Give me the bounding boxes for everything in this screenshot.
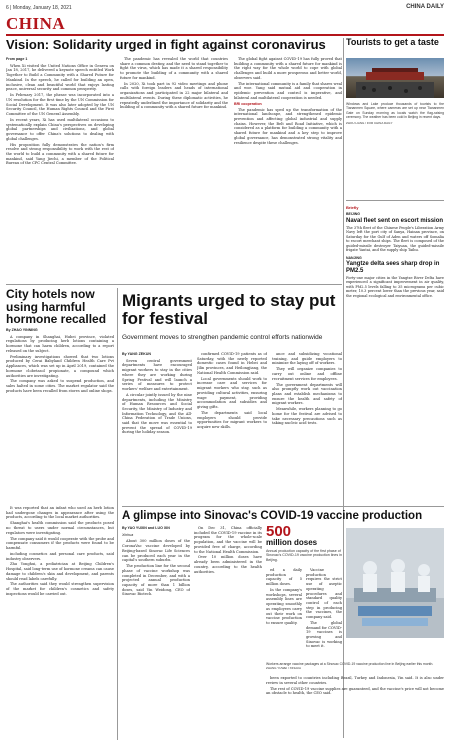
migrants-headline: Migrants urged to stay put for festival [122,291,336,328]
paragraph: It was reported that an infant who used an herb lotion had undergone changes in appearance after using the products, according to the local market authorities. [6,506,114,520]
paragraph: In 2020, Xi took part in 92 video meetings and phone calls with foreign leaders and heads of international organizations and participated in 22 major bilateral and multilateral events. During these diplomatic activities, he repeatedly underlined the importance of solidarity and the building of a community with a shared future for mankind. [120,81,228,110]
briefly-item-title: Yangtze delta sees sharp drop in PM2.5 [346,261,440,274]
paragraph: The pandemic has revealed the world that countries share a common destiny, and the need to stand together to fight the virus, which has made it a shared responsibility to promote the building of a community with a shared future for mankind. [120,57,228,80]
paragraph: Meanwhile, workers planning to go home for the festival are advised to take necessary precautions such as taking nucleic acid tests. [272,407,342,426]
briefly-rule [346,200,444,201]
vaccine-stat-unit: million doses [266,538,318,547]
page-date-line: 6 | Monday, January 18, 2021 [6,5,72,11]
vaccine-headline: A glimpse into Sinovac's COVID-19 vaccine production [122,510,423,522]
section-divider [122,506,444,507]
paragraph: The government departments will also promptly work out vaccination plans and establish mechanisms to ensure the health and safety of migrant workers. [272,382,342,406]
paragraph: Seven central government departments have encouraged migrant workers to stay in the cities where they are working during Spring Festival and will launch a series of measures to protect workers' welfare and entertainment. [122,358,192,391]
paragraph: When Xi visited the United Nations Office in Geneva on Jan 18, 2017, he delivered a keynote speech entitled Work Together to Build a Community with a Shared Future for Mankind. In the speech, he called for building an open, inclusive, clean and beautiful world that enjoys lasting peace, universal security and common prosperity. [6,63,114,92]
paragraph: About 300 million doses of the CoronaVac vaccine developed by Beijing-based Sinovac Life Sciences can be produced each year in the capital's southern suburbs. [122,539,190,563]
paragraph: They will organize companies to carry out online and offline recruitment services for employees. [272,367,342,381]
briefly-tag: Briefly [346,205,359,210]
migrants-col-3 [272,352,342,502]
vaccine-stat-text: Annual production capacity of the first phase of Sinovac's COVID-19 vaccine production lines in Beijing. [266,549,342,562]
tourists-box [346,38,444,49]
vaccine-col-3 [266,568,302,658]
vaccine-photo-image [346,528,444,638]
paragraph: The production line for the second phase of vaccine workshop was completed in December, and with a projected annual production capacity of more than 1 billion doses, said Yin Weidong, CEO of Sinovac Biotech. [122,564,190,597]
tourists-credit: ZHOU LIANG / FOR CHINA DAILY [346,120,393,125]
vaccine-kicker: Xinhua [122,532,134,537]
hotels-col-1 [6,328,114,504]
paragraph: been exported to countries including Brazil, Turkey and Indonesia, Yin said. It is also under review in several other countries. [266,676,444,685]
paragraph: In February 2017, the phrase was incorporated into a UN resolution for the first time by the UN Commission for Social Development. It was also later adopted by the UN Security Council, the Human Rights Council and the First Committee of the UN General Assembly. [6,93,114,116]
paragraph: In recent years, Xi has used multilateral occasions to systematically explain China's perspectives on developing global partnerships and civilizations, and global governance to offer China's solutions to dealing with global challenges. [6,117,114,141]
paragraph: The company was asked to suspend production, and sales halted in some cities. The market regulator said the products have been recalled from stores and online shops. [6,379,114,393]
paragraph: The rest of COVID-19 vaccine supplies are guaranteed, and the vaccine's price will not become an obstacle to health, the CEO said. [266,686,444,696]
paragraph: confirmed COVID-19 patients as of Saturday, with the newly reported domestic cases found in Hebei and Jilin provinces, and Heilongjiang, the National Health Commission said. [197,352,267,375]
subhead: BRI cooperation [234,101,262,106]
vision-col-3 [234,57,342,282]
paragraph: In the company's workshops, several assembly lines are operating smoothly as employees carry out their work on vaccine production to ensure quality. [266,588,302,625]
section-rule [6,34,444,36]
paragraph: The departments said local employers should provide opportunities for migrant workers to acquire new skills. [197,410,267,429]
tourists-caption-text: Windows and Lake produce thousands of tourists to the Tiananmen Square, where cameras are set up near Tiananmen Gate on Sunday morning as locals watch the flag-raising ceremony. The weather has been cold in Beijing in recent days. [346,102,444,120]
vaccine-col-2 [194,526,262,742]
paragraph: His proposition fully demonstrates the nation's firm resolve and strong responsibility to work with the rest of the world to build a community with a shared future for mankind, said Yang Jiechi, a member of the Political Bureau of the CPC Central Committee. [6,142,114,166]
migrants-byline: By YANG ZEKUN [122,352,151,356]
paragraph: Local governments should work to increase care and services for migrant workers who stay, such as providing cultural activities, ensuring wage payment, providing accommodation and subsidies and giving gifts. [197,376,267,409]
vaccine-caption-text: Workers arrange vaccine packages at a Sinovac COVID-19 vaccine production line in Beijing earlier this month. [266,662,434,666]
paragraph: The international community is a family that shares weal and woe. Yang said mutual aid and cooperation in epidemic prevention and control is imperative, and bilateral and multilateral cooperation is needed. [234,81,342,100]
hotels-byline: By ZHAO YINNING [6,328,38,332]
paragraph: The authorities said they would strengthen supervision of the market for children's cosmetics and safety inspections would be carried out. [6,582,114,596]
paragraph: Preliminary investigations showed that two lotions produced by Cerai Babyland Children Health Care Pvt Appliances, which was set up in April 2019, contained the hormone clobetasol propionate, a compound which authorities are investigating. [6,354,114,378]
migrants-col-2 [197,352,267,502]
section-title: CHINA [6,14,66,33]
vision-headline: Vision: Solidarity urged in fight against coronavirus [6,37,326,52]
brand-label: CHINA DAILY [406,4,444,10]
tourists-caption [346,102,444,125]
tourists-title: Tourists to get a taste [346,37,439,47]
paragraph: ance and subsidizing vocational training, and guide employers to minimize the laying off of workers. [272,352,342,366]
vaccine-caption [266,662,444,671]
masthead [6,4,444,14]
hotels-col-2 [6,506,114,742]
hotels-headline: City hotels now using harmful hormone recalled [6,287,107,326]
migrants-col-1 [122,352,192,502]
paragraph: The global fight against COVID-19 has fully proved that building a community with a shared future for mankind is the right way for the whole world to cope with global challenges and build a more prosperous and better world, observers said. [234,57,342,80]
briefly-item-title: Naval fleet sent on escort mission [346,217,444,224]
column-divider [117,288,118,740]
column-divider [343,38,344,738]
vaccine-col-4 [306,568,342,658]
paragraph: The company said it would cooperate with the probe and compensate consumers if the products were found to be harmful. [6,536,114,550]
paragraph: The pandemic has sped up the transformation of the international landscape, and strengthened epidemic prevention and affecting global industrial and supply chains. However, the Belt and Road Initiative, which is considered as a platform for building a community with a shared future for mankind and a key step to improve global governance, has demonstrated strong vitality and resilience despite these challenges. [234,107,342,145]
briefly-item-text: Forty-one major cities in the Yangtze River Delta have experienced a significant improvement in air quality, with PM2.5 levels falling to 35 micrograms per cubic meter, 10.3 percent lower than the previous year, said the regional ecological and environmental office. [346,275,444,298]
paragraph: ed a daily production capacity of 5 million doses. [266,568,302,587]
vision-kicker: From page 1 [6,57,28,61]
briefly-item-text: The 37th fleet of the Chinese People's Liberation Army Navy left the port city of Sanya, Hainan province, on Saturday for the Gulf of Aden and waters off Somalia to escort merchant ships. The fleet is composed of the guided-missile destroyer Taiyuan, the guided-missile frigate Yantai, and the supply ship Taihu. [346,225,444,252]
paragraph: including cosmetics and personal care products, said industry observers. [6,551,114,561]
briefly-item-loc: BEIJING [346,212,361,216]
vaccine-col-5 [266,676,444,742]
paragraph: Shanghai's health commission said the products posed no threat to users under normal circumstances, but regulators were investigating. [6,521,114,535]
paragraph: Zhu Yonghui, a pediatrician at Beijing Children's Hospital, said long-term use of hormone creams can cause damage to children's skin and development, and parents should read labels carefully. [6,562,114,581]
paragraph: A circular jointly issued by the nine departments, including the Ministry of Human Resources and Social Security, the Ministry of Industry and Information Technology, and the All-China Federation of Trade Unions, said that the move was essential to prevent the spread of COVID-19 during the holiday season. [122,392,192,435]
section-divider [6,284,342,285]
paragraph: Over 10 million doses have already been administered in the country, according to the health authorities. [194,555,262,574]
paragraph: Vaccine production requires the strict use of aseptic operating procedures and standard quality control of each step in producing the vaccines, the company said. [306,568,342,620]
tourists-photo [346,58,444,98]
tourists-photo-image [346,58,444,98]
vision-col-2 [120,57,228,282]
paragraph: The global demand for COVID-19 vaccines is growing and Sinovac is working to meet it. [306,620,342,649]
migrants-deck: Government moves to strengthen pandemic control efforts nationwide [122,334,323,341]
briefly-item-loc: NANJING [346,255,362,260]
briefly-box [346,205,444,301]
vaccine-col-1 [122,526,190,742]
vision-col-1 [6,57,114,282]
vaccine-byline: By YAO YUXIN and LUO XIN [122,526,170,530]
paragraph: A company in Shanghai, Hubei province, violated regulations by producing herb lotions containing a hormone that can harm children, according to a report released on the subject. [6,334,114,353]
vaccine-caption-credit: ZHANG YUWEI / XINHUA [266,666,301,671]
paragraph: On Dec 31, China officially included the COVID-19 vaccine in its program for the whole-scale population, and the vaccine will be provided free of charge, according to the National Health Commission. [194,526,262,554]
vaccine-stat-value: 500 [266,523,292,540]
vaccine-photo [346,528,444,638]
